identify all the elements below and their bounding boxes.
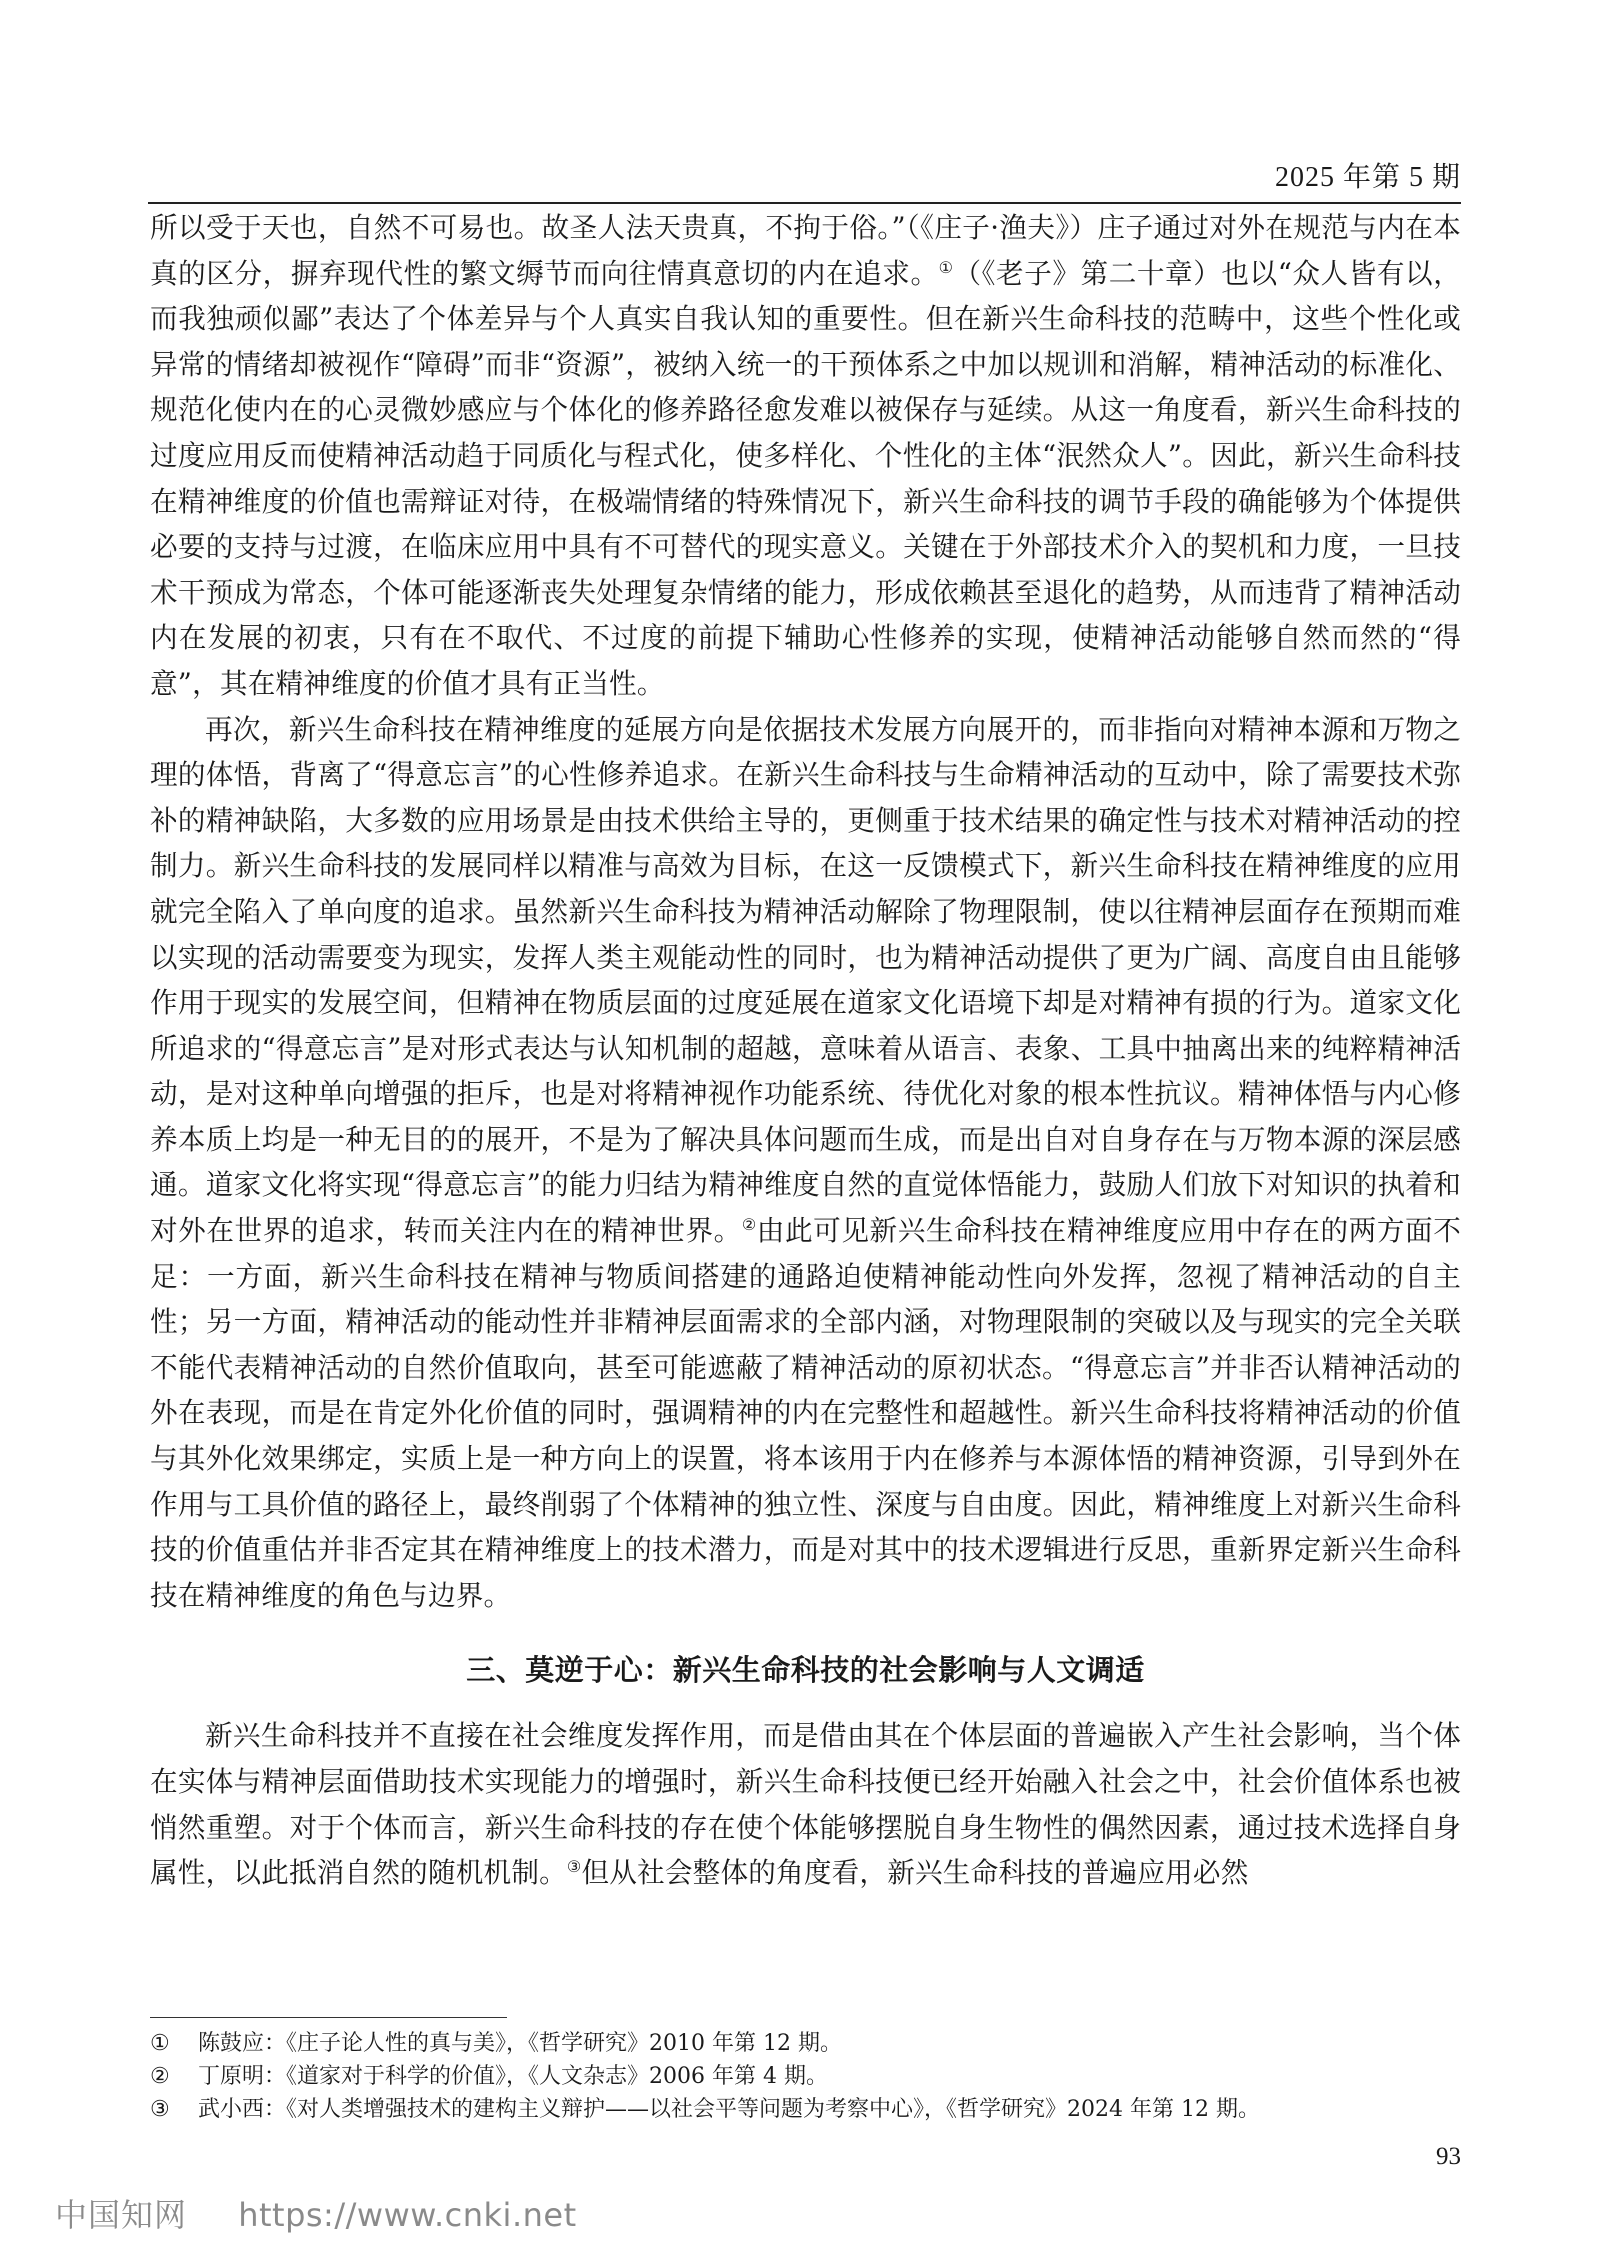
footnote-divider bbox=[150, 2017, 507, 2018]
cnki-watermark bbox=[55, 2190, 577, 2236]
footnote-ref-2[interactable]: ② bbox=[741, 1214, 757, 1234]
footnote-item bbox=[150, 2060, 1461, 2093]
footnote-item bbox=[150, 2093, 1461, 2126]
issue-label: 2025 年第 5 期 bbox=[1274, 162, 1461, 193]
page-number: 93 bbox=[1436, 2143, 1461, 2170]
watermark-brand: 中国知网 bbox=[55, 2196, 188, 2234]
footnote-mark: ① bbox=[150, 2031, 170, 2056]
footnote-ref-3[interactable]: ③ bbox=[566, 1857, 582, 1876]
paragraph-1-text-a: 所以受于天也，自然不可易也。故圣人法天贵真，不拘于俗。”（《庄子·渔夫》）庄子通过对外在规范与内在本真的区分，摒弃现代性的繁文缛节而向往情真意切的内在追求。 bbox=[150, 211, 1461, 290]
paragraph-1-text-b: （《老子》第二十章）也以“众人皆有以，而我独顽似鄙”表达了个体差异与个人真实自我认知的重要性。但在新兴生命科技的范畴中，这些个性化或异常的情绪却被视作“障碍”而非“资源”，被纳入统一的干预体系之中加以规训和消解，精神活动的标准化、规范化使内在的心灵微妙感应与个体化的修养路径愈发难以被保存与延续。从这一角度看，新兴生命科技的过度应用反而使精神活动趋于同质化与程式化，使多样化、个性化的主体“泯然众人”。因此，新兴生命科技在精神维度的价值也需辩证对待，在极端情绪的特殊情况下，新兴生命科技的调节手段的确能够为个体提供必要的支持与过渡，在临床应用中具有不可替代的现实意义。关键在于外部技术介入的契机和力度，一旦技术干预成为常态，个体可能逐渐丧失处理复杂情绪的能力，形成依赖甚至退化的趋势，从而违背了精神活动内在发展的初衷，只有在不取代、不过度的前提下辅助心性修养的实现，使精神活动能够自然而然的“得意”，其在精神维度的价值才具有正当性。 bbox=[150, 256, 1461, 700]
paragraph-2-text-b: 由此可见新兴生命科技在精神维度应用中存在的两方面不足：一方面，新兴生命科技在精神与物质间搭建的通路迫使精神能动性向外发挥，忽视了精神活动的自主性；另一方面，精神活动的能动性并非精神层面需求的全部内涵，对物理限制的突破以及与现实的完全关联不能代表精神活动的自然价值取向，甚至可能遮蔽了精神活动的原初状态。“得意忘言”并非否认精神活动的外在表现，而是在肯定外化价值的同时，强调精神的内在完整性和超越性。新兴生命科技将精神活动的价值与其外化效果绑定，实质上是一种方向上的误置，将本该用于内在修养与本源体悟的精神资源，引导到外在作用与工具价值的路径上，最终削弱了个体精神的独立性、深度与自由度。因此，精神维度上对新兴生命科技的价值重估并非否定其在精神维度上的技术潜力，而是对其中的技术逻辑进行反思，重新界定新兴生命科技在精神维度的角色与边界。 bbox=[150, 1214, 1461, 1612]
watermark-url[interactable]: https://www.cnki.net bbox=[238, 2196, 577, 2234]
running-header bbox=[148, 158, 1461, 204]
footnote-text: 武小西：《对人类增强技术的建构主义辩护——以社会平等问题为考察中心》，《哲学研究》2024 年第 12 期。 bbox=[198, 2097, 1260, 2122]
paragraph-1 bbox=[150, 205, 1461, 707]
footnote-mark: ③ bbox=[150, 2097, 170, 2122]
article-body bbox=[150, 205, 1461, 1896]
paragraph-3 bbox=[150, 1713, 1461, 1895]
paragraph-3-text-b: 但从社会整体的角度看，新兴生命科技的普遍应用必然 bbox=[581, 1856, 1249, 1890]
footnote-mark: ② bbox=[150, 2064, 170, 2089]
footnote-item bbox=[150, 2027, 1461, 2060]
footnote-ref-1[interactable]: ① bbox=[938, 257, 954, 277]
footnotes bbox=[150, 2027, 1461, 2126]
paragraph-2-text-a: 再次，新兴生命科技在精神维度的延展方向是依据技术发展方向展开的，而非指向对精神本源和万物之理的体悟，背离了“得意忘言”的心性修养追求。在新兴生命科技与生命精神活动的互动中，除了需要技术弥补的精神缺陷，大多数的应用场景是由技术供给主导的，更侧重于技术结果的确定性与技术对精神活动的控制力。新兴生命科技的发展同样以精准与高效为目标，在这一反馈模式下，新兴生命科技在精神维度的应用就完全陷入了单向度的追求。虽然新兴生命科技为精神活动解除了物理限制，使以往精神层面存在预期而难以实现的活动需要变为现实，发挥人类主观能动性的同时，也为精神活动提供了更为广阔、高度自由且能够作用于现实的发展空间，但精神在物质层面的过度延展在道家文化语境下却是对精神有损的行为。道家文化所追求的“得意忘言”是对形式表达与认知机制的超越，意味着从语言、表象、工具中抽离出来的纯粹精神活动，是对这种单向增强的拒斥，也是对将精神视作功能系统、待优化对象的根本性抗议。精神体悟与内心修养本质上均是一种无目的的展开，不是为了解决具体问题而生成，而是出自对自身存在与万物本源的深层感通。道家文化将实现“得意忘言”的能力归结为精神维度自然的直觉体悟能力，鼓励人们放下对知识的执着和对外在世界的追求，转而关注内在的精神世界。 bbox=[150, 712, 1461, 1248]
paragraph-3-text-a: 新兴生命科技并不直接在社会维度发挥作用，而是借由其在个体层面的普遍嵌入产生社会影响，当个体在实体与精神层面借助技术实现能力的增强时，新兴生命科技便已经开始融入社会之中，社会价值体系也被悄然重塑。对于个体而言，新兴生命科技的存在使个体能够摆脱自身生物性的偶然因素，通过技术选择自身属性，以此抵消自然的随机机制。 bbox=[150, 1719, 1461, 1890]
footnote-text: 丁原明：《道家对于科学的价值》，《人文杂志》2006 年第 4 期。 bbox=[198, 2064, 828, 2089]
section-heading: 三、莫逆于心：新兴生命科技的社会影响与人文调适 bbox=[466, 1653, 1145, 1688]
paragraph-2 bbox=[150, 707, 1461, 1619]
footnote-text: 陈鼓应：《庄子论人性的真与美》，《哲学研究》2010 年第 12 期。 bbox=[198, 2031, 842, 2056]
